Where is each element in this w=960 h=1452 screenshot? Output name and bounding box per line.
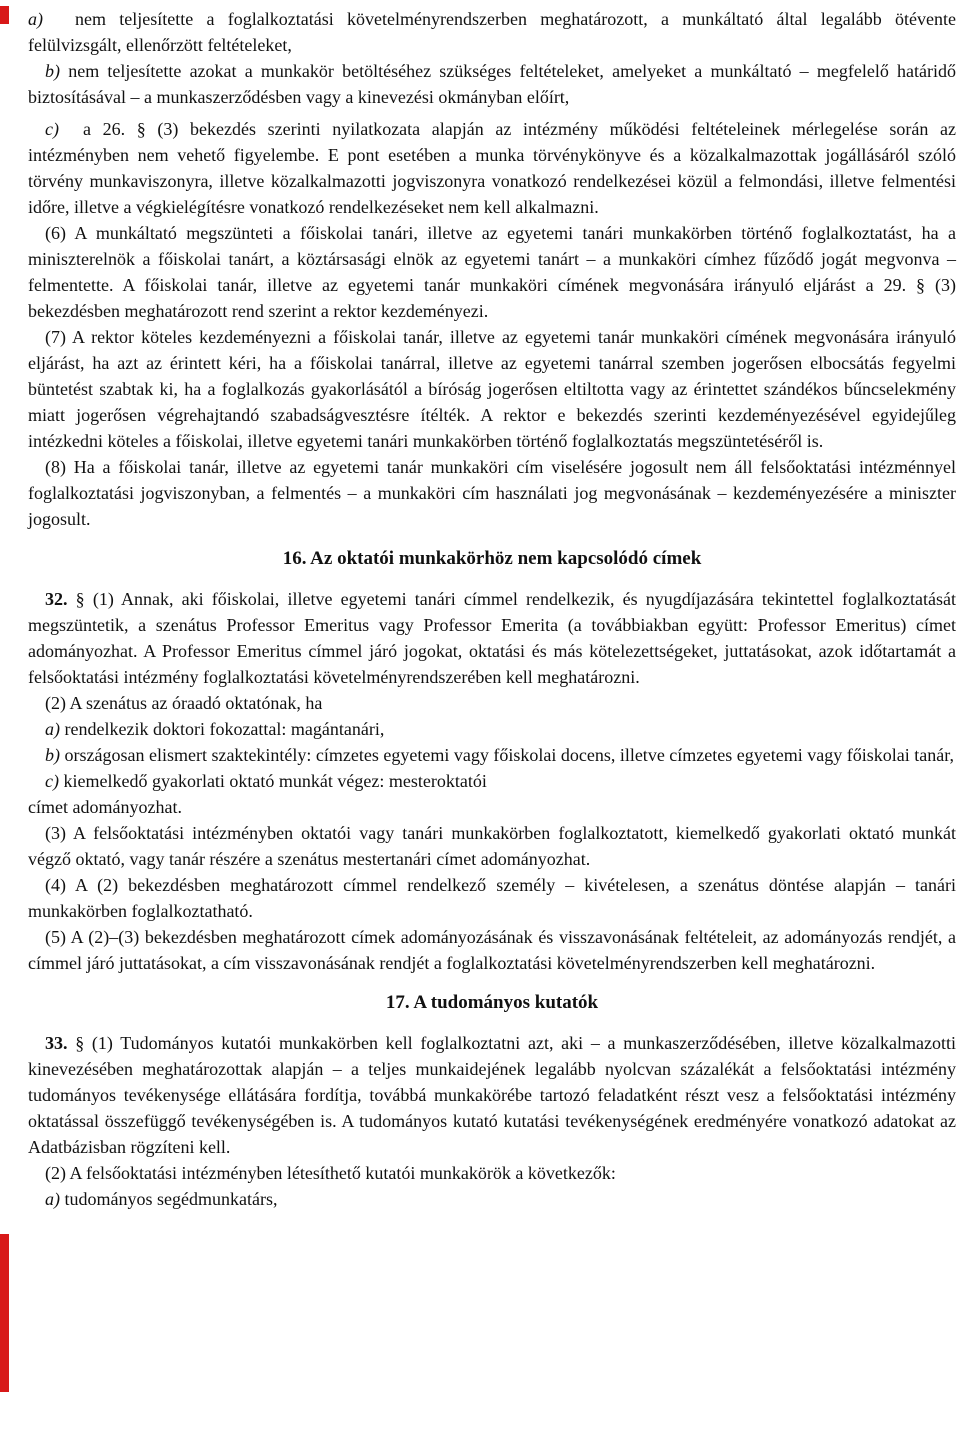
document-page [28, 6, 956, 1212]
item-text-continuation: E pont esetében a munka törvénykönyve és a közalkalmazottak jogállásáról szóló törvény munkaviszonyra, illetve közalkalmazotti jogviszonyra vonatkozó rendelkezései közül a felmondási, illetve felmentési időre, illetve a végkielégítésre vonatkozó rendelkezéseket nem kell alkalmazni. [28, 145, 956, 217]
change-marker-bottom [0, 1234, 9, 1392]
paragraph-text: § (1) Annak, aki főiskolai, illetve egyetemi tanári címmel rendelkezik, és nyugdíjazására tekintettel foglalkoztatását megszüntetik, a szenátus Professor Emeritus vagy Professor Emerita (a továbbiakban együtt: Professor Emeritus) címet adományozhat. A Professor Emeritus címmel járó jogokat, oktatási és más kötelezettségeket, juttatásokat, azok időtartamát a felsőoktatási intézmény foglalkoztatási követelményrendszerében kell meghatározni. [28, 589, 956, 687]
change-marker-top [0, 6, 9, 24]
section-33-paragraph-2: (2) A felsőoktatási intézményben létesíthető kutatói munkakörök a következők: [45, 1163, 616, 1183]
section-number: 32. [45, 589, 68, 609]
item-label: b) [45, 745, 60, 765]
section-32-paragraph-1 [28, 586, 956, 690]
paragraph-8: (8) Ha a főiskolai tanár, illetve az egyetemi tanár munkaköri cím viselésére jogosult nem áll felsőoktatási intézménnyel foglalkoztatási jogviszonyban, a felmentés – a munkaköri cím használati jog megvonásának – kezdeményezésére a miniszter jogosult. [28, 457, 956, 529]
section-33-item-a [28, 1186, 956, 1212]
paragraph-text: § (1) Tudományos kutatói munkakörben kell foglalkoztatni azt, aki – a munkaszerződésében, illetve közalkalmazotti kinevezésében meghatározottak alapján – a teljes munkaidejének legalább nyolcvan százalékát a felsőoktatási intézmény tudományos tevékenysége ellátására fordítja, továbbá munkakörébe tartozó feladatként részt vesz a felsőoktatási intézmény oktatással összefüggő tevékenységében is. A tudományos kutató kutatási tevékenységének eredményére vonatkozó adatokat az Adatbázisban rögzíteni kell. [28, 1033, 956, 1157]
item-text: nem teljesítette azokat a munkakör betöltéséhez szükséges feltételeket, amelyeket a munkáltató – megfelelő határidő biztosításával – a munkaszerződésben vagy a kinevezési okmányban előírt, [28, 61, 956, 107]
section-32-paragraph-4: (4) A (2) bekezdésben meghatározott címmel rendelkező személy – kivételesen, a szenátus döntése alapján – tanári munkakörben foglalkoztatható. [28, 875, 956, 921]
item-text: kiemelkedő gyakorlati oktató munkát végez: mesteroktatói [63, 771, 487, 791]
section-number: 33. [45, 1033, 68, 1053]
item-text: a 26. § (3) bekezdés szerinti nyilatkozata alapján az intézmény működési feltételeinek mérlegelése során az intézményben nem vehető figyelembe. [28, 119, 956, 165]
item-text: tudományos segédmunkatárs, [64, 1189, 278, 1209]
paragraph-6: (6) A munkáltató megszünteti a főiskolai tanári, illetve az egyetemi tanári munkakörben történő foglalkoztatást, ha a miniszterelnök a főiskolai tanárt, a köztársasági elnök az egyetemi tanárt – a munkaköri címhez fűződő jogát megvonva – felmentette. A főiskolai tanár, illetve az egyetemi tanár munkaköri címének megvonására irányuló eljárást a 29. § (3) bekezdésben meghatározott rend szerint a rektor kezdeményezi. [28, 223, 956, 321]
section-32-item-b [28, 742, 956, 768]
item-label: c) [45, 771, 59, 791]
item-label: a) [28, 9, 43, 29]
section-heading-16: 16. Az oktatói munkakörhöz nem kapcsolódó címek [282, 548, 702, 569]
item-label: c) [45, 119, 59, 139]
section-32-item-a [28, 716, 956, 742]
section-32-paragraph-5: (5) A (2)–(3) bekezdésben meghatározott címek adományozásának és visszavonásának feltételeit, az adományozás rendjét, a címmel járó juttatásokat, a cím visszavonásának rendjét a foglalkoztatási követelményrendszerben kell meghatározni. [28, 927, 956, 973]
item-label: a) [45, 719, 60, 739]
section-32-item-c [28, 768, 956, 794]
section-32-paragraph-3: (3) A felsőoktatási intézményben oktatói vagy tanári munkakörben foglalkoztatott, kiemelkedő gyakorlati oktató munkát végző oktató, vagy tanár részére a szenátus mestertanári címet adományozhat. [28, 823, 956, 869]
item-label: a) [45, 1189, 60, 1209]
item-text: országosan elismert szaktekintély: címzetes egyetemi vagy főiskolai docens, illetve címzetes egyetemi vagy főiskolai tanár, [64, 745, 954, 765]
item-c [28, 116, 956, 220]
section-33-paragraph-1 [28, 1030, 956, 1160]
item-label: b) [45, 61, 60, 81]
section-heading-17: 17. A tudományos kutatók [385, 992, 599, 1013]
section-32-paragraph-2: (2) A szenátus az óraadó oktatónak, ha [45, 693, 323, 713]
section-32-tail: címet adományozhat. [28, 797, 182, 817]
item-a [28, 6, 956, 58]
item-text: nem teljesítette a foglalkoztatási követelményrendszerben meghatározott, a munkáltató által legalább ötévente felülvizsgált, ellenőrzött feltételeket, [28, 9, 956, 55]
item-text: rendelkezik doktori fokozattal: magántanári, [64, 719, 385, 739]
paragraph-7: (7) A rektor köteles kezdeményezni a főiskolai tanár, illetve az egyetemi tanár munkaköri címének megvonására irányuló eljárást, ha azt az érintett kéri, ha a főiskolai tanárral, illetve az egyetemi tanárral szemben jogerősen elbocsátás fegyelmi büntetést szabtak ki, ha a foglalkozás gyakorlásától a bíróság jogerősen eltiltotta vagy az érintettet szándékos bűncselekmény miatt jogerősen végrehajtandó szabadságvesztésre ítélték. A rektor e bekezdés szerinti kezdeményezésével egyidejűleg intézkedni köteles a főiskolai, illetve egyetemi tanári munkakörben történő foglalkoztatás megszüntetéséről is. [28, 327, 956, 451]
item-b [28, 58, 956, 110]
